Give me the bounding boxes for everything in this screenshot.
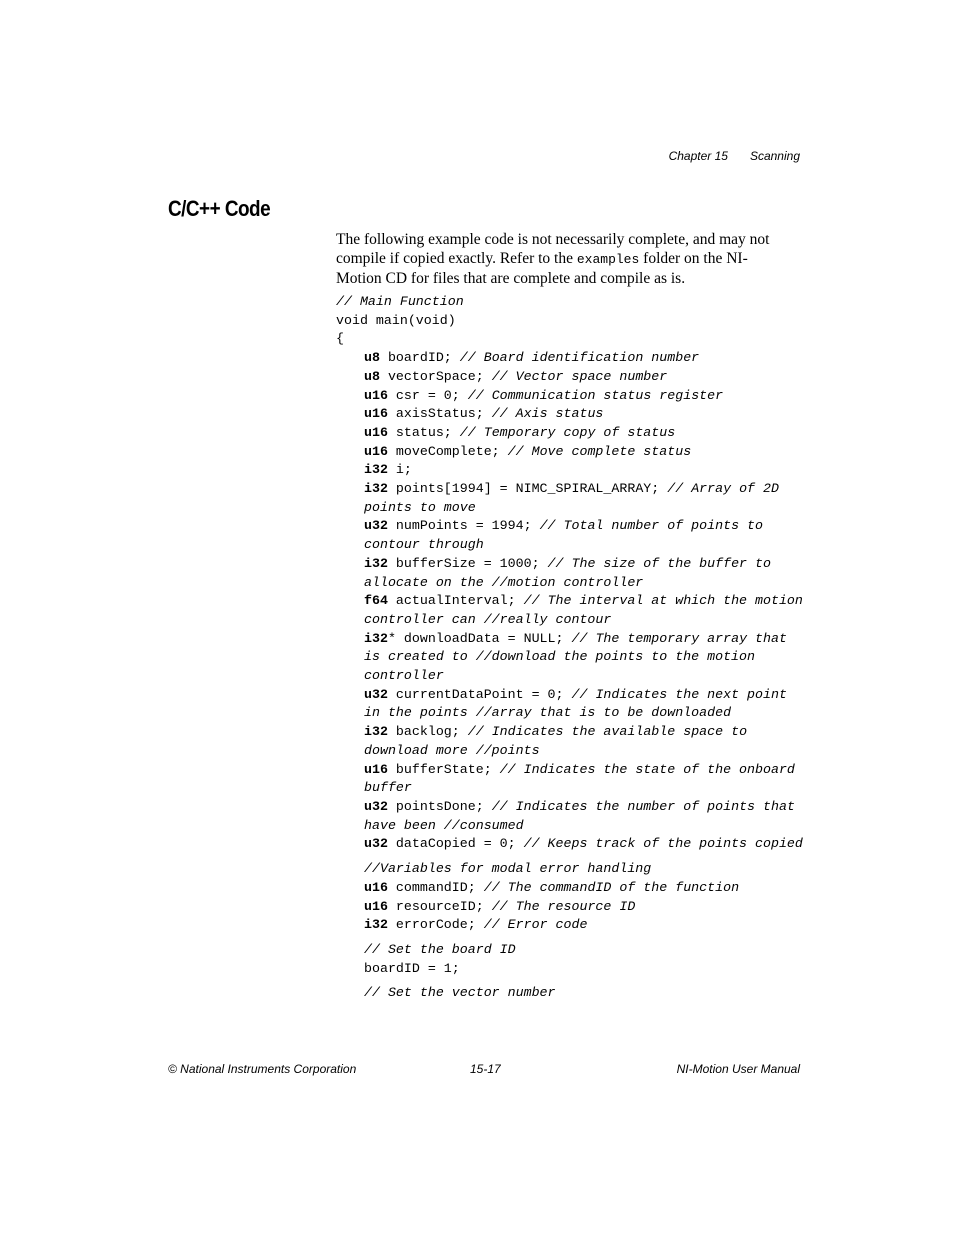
declaration-comment: // Total number of points to contour through xyxy=(364,518,764,553)
declaration-code: points[1994] = NIMC_SPIRAL_ARRAY; xyxy=(387,481,660,497)
declaration-code: csr = 0; xyxy=(387,387,460,403)
code-declaration-line xyxy=(336,480,806,517)
declaration-code: commandID; xyxy=(387,879,476,895)
declaration-code: status; xyxy=(387,424,452,440)
declaration-comment: // The resource ID xyxy=(491,898,636,914)
declaration-code: errorCode; xyxy=(387,917,476,933)
declaration-code: i; xyxy=(387,462,412,478)
code-comment-modal: //Variables for modal error handling xyxy=(364,861,652,877)
type-keyword: u16 xyxy=(364,761,388,777)
type-keyword: u32 xyxy=(364,518,388,534)
code-comment-main: // Main Function xyxy=(336,294,464,309)
type-keyword: u16 xyxy=(364,424,388,440)
code-listing xyxy=(336,293,806,1003)
code-declaration-line xyxy=(336,898,806,917)
running-head xyxy=(669,149,800,163)
type-keyword: u16 xyxy=(364,387,388,403)
code-declaration-line xyxy=(336,517,806,554)
code-comment-vector-number: // Set the vector number xyxy=(364,985,556,1001)
code-declaration-line xyxy=(336,405,806,424)
type-keyword: u32 xyxy=(364,686,388,702)
declaration-comment: // Indicates the next point in the points //array that is to be downloaded xyxy=(364,686,787,721)
section-heading: C/C++ Code xyxy=(168,196,271,221)
code-declaration-line xyxy=(336,349,806,368)
code-declaration-line xyxy=(336,461,806,480)
declaration-comment: // Error code xyxy=(483,917,588,933)
type-keyword: u32 xyxy=(364,836,388,852)
examples-folder-name: examples xyxy=(576,252,640,267)
manual-title: NI-Motion User Manual xyxy=(676,1062,800,1076)
code-declaration-line xyxy=(336,443,806,462)
declaration-code: vectorSpace; xyxy=(379,368,484,384)
type-keyword: u32 xyxy=(364,798,388,814)
intro-text-after: folder on the NI-Motion CD for files that are complete and compile as is. xyxy=(336,250,748,287)
code-declaration-line xyxy=(336,555,806,592)
code-function-signature: void main(void) xyxy=(336,312,456,328)
code-declaration-line xyxy=(336,630,806,686)
code-comment-board-id: // Set the board ID xyxy=(364,941,516,957)
declaration-comment: // The commandID of the function xyxy=(483,879,740,895)
type-keyword: u16 xyxy=(364,406,388,422)
declaration-code: moveComplete; xyxy=(387,443,500,459)
intro-paragraph xyxy=(336,230,776,288)
type-keyword: i32 xyxy=(364,462,388,478)
code-declaration-line xyxy=(336,879,806,898)
declaration-code: pointsDone; xyxy=(387,798,484,814)
type-keyword: u16 xyxy=(364,879,388,895)
type-keyword: i32 xyxy=(364,724,388,740)
code-declaration-line xyxy=(336,592,806,629)
type-keyword: u8 xyxy=(364,368,380,384)
code-declaration-line xyxy=(336,798,806,835)
declaration-code: resourceID; xyxy=(387,898,484,914)
declaration-comment: // Move complete status xyxy=(507,443,692,459)
error-variable-declarations xyxy=(336,879,806,935)
declaration-code: actualInterval; xyxy=(387,593,516,609)
declaration-code: bufferSize = 1000; xyxy=(387,555,540,571)
type-keyword: i32 xyxy=(364,630,388,646)
type-keyword: i32 xyxy=(364,917,388,933)
type-keyword: f64 xyxy=(364,593,388,609)
variable-declarations xyxy=(336,349,806,854)
code-declaration-line xyxy=(336,835,806,854)
declaration-code: bufferState; xyxy=(387,761,492,777)
declaration-code: boardID; xyxy=(379,350,452,366)
code-open-brace: { xyxy=(336,331,344,347)
type-keyword: u16 xyxy=(364,898,388,914)
declaration-comment: // The interval at which the motion controller can //really contour xyxy=(364,593,803,627)
declaration-comment: // Board identification number xyxy=(459,350,700,366)
declaration-comment: // Array of 2D points to move xyxy=(364,481,779,515)
code-declaration-line xyxy=(336,387,806,406)
declaration-code: axisStatus; xyxy=(387,406,484,422)
declaration-comment: // Keeps track of the points copied xyxy=(523,836,803,852)
declaration-comment: // Axis status xyxy=(491,406,604,422)
declaration-comment: // Temporary copy of status xyxy=(459,424,676,440)
code-declaration-line xyxy=(336,723,806,760)
declaration-code: backlog; xyxy=(387,724,460,740)
code-declaration-line xyxy=(336,686,806,723)
type-keyword: i32 xyxy=(364,555,388,571)
declaration-comment: // The temporary array that is created to //download the points to the motion controller xyxy=(364,630,787,684)
code-declaration-line xyxy=(336,761,806,798)
code-declaration-line xyxy=(336,916,806,935)
declaration-code: * downloadData = NULL; xyxy=(387,630,564,646)
intro-text-before: The following example code is not necessarily complete, and may not compile if copied exactly. Refer to the xyxy=(336,231,770,267)
code-declaration-line xyxy=(336,424,806,443)
declaration-comment: // Indicates the available space to download more //points xyxy=(364,724,748,758)
declaration-comment: // Indicates the number of points that have been //consumed xyxy=(364,798,795,833)
type-keyword: i32 xyxy=(364,481,388,497)
code-statement-board-id: boardID = 1; xyxy=(364,960,460,976)
code-declaration-line xyxy=(336,368,806,387)
footer-copyright: © National Instruments Corporation xyxy=(168,1062,357,1076)
chapter-label: Chapter 15 xyxy=(668,149,728,163)
declaration-comment: // Indicates the state of the onboard buffer xyxy=(364,761,795,796)
declaration-comment: // Communication status register xyxy=(467,387,724,403)
declaration-code: numPoints = 1994; xyxy=(387,518,532,534)
declaration-code: currentDataPoint = 0; xyxy=(387,686,564,702)
declaration-comment: // Vector space number xyxy=(491,368,668,384)
type-keyword: u16 xyxy=(364,443,388,459)
declaration-code: dataCopied = 0; xyxy=(387,836,516,852)
declaration-comment: // The size of the buffer to allocate on the //motion controller xyxy=(364,555,771,590)
page-number: 15-17 xyxy=(470,1062,501,1076)
type-keyword: u8 xyxy=(364,350,380,366)
section-label: Scanning xyxy=(749,149,800,163)
